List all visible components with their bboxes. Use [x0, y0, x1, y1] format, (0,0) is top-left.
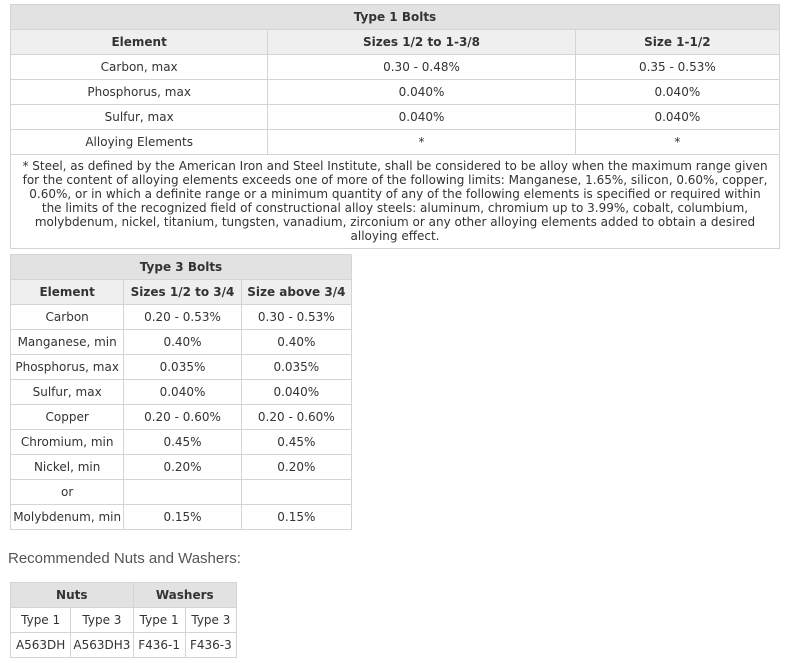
- type1-cell: 0.040%: [575, 80, 779, 105]
- type1-cell: Alloying Elements: [11, 130, 268, 155]
- table-row: [11, 380, 352, 405]
- type1-header-element: Element: [11, 30, 268, 55]
- type3-cell: Carbon: [11, 305, 124, 330]
- table-row: [11, 608, 237, 633]
- table-row: [11, 430, 352, 455]
- nuts-type3-value: A563DH3: [71, 633, 133, 658]
- washers-type1-label: Type 1: [133, 608, 185, 633]
- type1-cell: Phosphorus, max: [11, 80, 268, 105]
- type1-header-small: Sizes 1/2 to 1-3/8: [268, 30, 575, 55]
- washers-type3-label: Type 3: [185, 608, 236, 633]
- type3-header-large: Size above 3/4: [241, 280, 351, 305]
- type1-cell: 0.30 - 0.48%: [268, 55, 575, 80]
- type1-header-large: Size 1-1/2: [575, 30, 779, 55]
- type3-cell: 0.45%: [241, 430, 351, 455]
- washers-group-header: Washers: [133, 583, 236, 608]
- type3-cell: [241, 480, 351, 505]
- type1-caption: Type 1 Bolts: [11, 5, 780, 30]
- type3-cell: Phosphorus, max: [11, 355, 124, 380]
- type3-cell: Molybdenum, min: [11, 505, 124, 530]
- type3-cell: Nickel, min: [11, 455, 124, 480]
- table-row: [11, 355, 352, 380]
- type3-header-small: Sizes 1/2 to 3/4: [124, 280, 241, 305]
- nuts-group-header: Nuts: [11, 583, 134, 608]
- table-row: [11, 480, 352, 505]
- type3-cell: 0.20%: [124, 455, 241, 480]
- type1-cell: Sulfur, max: [11, 105, 268, 130]
- type3-cell: 0.15%: [241, 505, 351, 530]
- type3-cell: 0.20 - 0.53%: [124, 305, 241, 330]
- table-row: [11, 405, 352, 430]
- type3-bolts-table: [10, 254, 352, 530]
- type1-cell: *: [575, 130, 779, 155]
- type3-cell: 0.040%: [241, 380, 351, 405]
- nuts-type3-label: Type 3: [71, 608, 133, 633]
- type3-cell: Chromium, min: [11, 430, 124, 455]
- type1-bolts-table: [10, 4, 780, 249]
- type1-cell: Carbon, max: [11, 55, 268, 80]
- table-row: [11, 80, 780, 105]
- alloy-footnote: * Steel, as defined by the American Iron and Steel Institute, shall be considered to be alloy when the maximum range given for the content of alloying elements exceeds one of more of the following limits: Manganese, 1.65%, silicon, 0.60%, copper, 0.60%, or in which a definite range or a minimum quantity of any of the following elements is specified or required within the limits of the recognized field of constructional alloy steels: aluminum, chromium up to 3.99%, cobalt, columbium, molybdenum, nickel, titanium, tungsten, vanadium, zirconium or any other alloying elements added to obtain a desired alloying effect.: [11, 155, 780, 249]
- type3-cell: 0.15%: [124, 505, 241, 530]
- nuts-type1-value: A563DH: [11, 633, 71, 658]
- type3-cell: or: [11, 480, 124, 505]
- type1-cell: 0.040%: [575, 105, 779, 130]
- type3-cell: 0.30 - 0.53%: [241, 305, 351, 330]
- table-row: [11, 455, 352, 480]
- table-row: [11, 55, 780, 80]
- table-row: [11, 633, 237, 658]
- type3-caption: Type 3 Bolts: [11, 255, 352, 280]
- type3-header-element: Element: [11, 280, 124, 305]
- table-row: [11, 330, 352, 355]
- type3-cell: [124, 480, 241, 505]
- table-row: [11, 505, 352, 530]
- type3-cell: 0.40%: [124, 330, 241, 355]
- table-row: [11, 155, 780, 249]
- type3-cell: 0.20%: [241, 455, 351, 480]
- type1-cell: *: [268, 130, 575, 155]
- washers-type1-value: F436-1: [133, 633, 185, 658]
- type1-cell: 0.040%: [268, 80, 575, 105]
- type3-cell: Manganese, min: [11, 330, 124, 355]
- nuts-type1-label: Type 1: [11, 608, 71, 633]
- type1-cell: 0.35 - 0.53%: [575, 55, 779, 80]
- table-row: [11, 105, 780, 130]
- type3-cell: 0.20 - 0.60%: [124, 405, 241, 430]
- type3-cell: 0.035%: [241, 355, 351, 380]
- washers-type3-value: F436-3: [185, 633, 236, 658]
- type1-cell: 0.040%: [268, 105, 575, 130]
- type3-cell: 0.040%: [124, 380, 241, 405]
- type3-cell: 0.40%: [241, 330, 351, 355]
- recommended-heading: Recommended Nuts and Washers:: [8, 550, 241, 567]
- type3-cell: Sulfur, max: [11, 380, 124, 405]
- type3-cell: 0.45%: [124, 430, 241, 455]
- table-row: [11, 130, 780, 155]
- type3-cell: 0.20 - 0.60%: [241, 405, 351, 430]
- table-row: [11, 305, 352, 330]
- nuts-washers-table: [10, 582, 237, 658]
- type3-cell: Copper: [11, 405, 124, 430]
- type3-cell: 0.035%: [124, 355, 241, 380]
